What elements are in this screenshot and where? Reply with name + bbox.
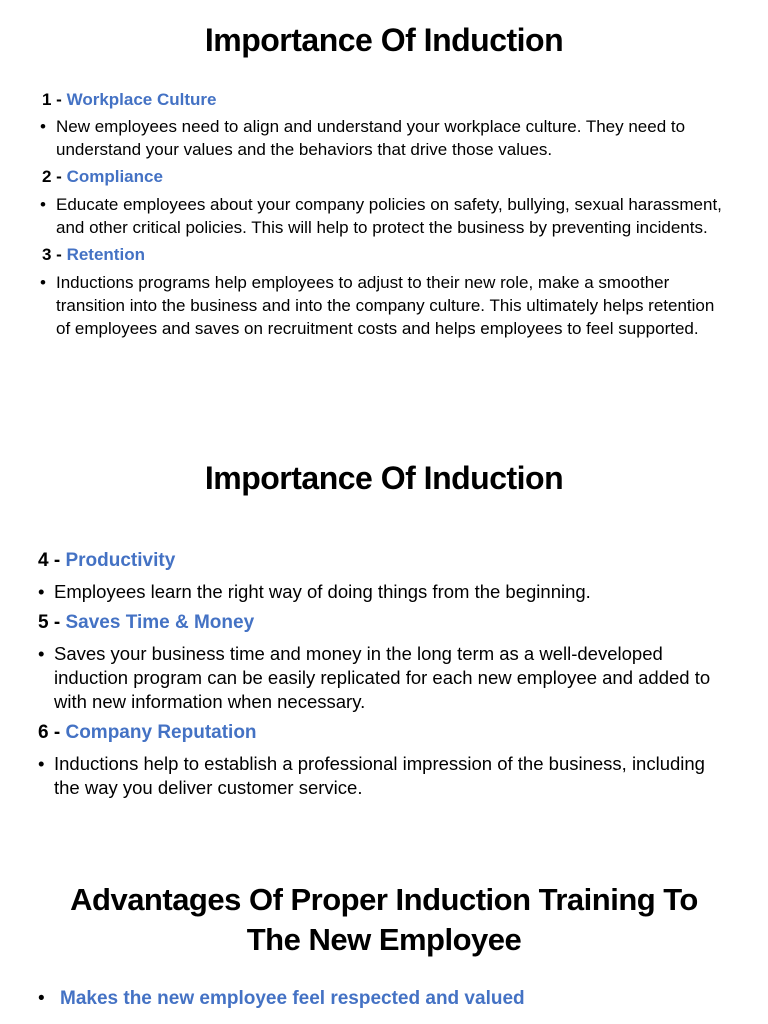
bullet-dot: • (38, 581, 45, 602)
bullet-text: Saves your business time and money in the long term as a well-developed induction program can be easily replicated for each new employee and added to with new information when necessary. (54, 643, 711, 712)
bullet-dot: • (40, 117, 46, 136)
bullet-dot: • (38, 643, 45, 664)
bullet-text: Inductions help to establish a professional impression of the business, including the way you deliver customer service. (54, 753, 705, 798)
slide-3-title-line-1: Advantages Of Proper Induction Training To (70, 882, 698, 917)
bullet-text: Educate employees about your company policies on safety, bullying, sexual harassment, and other critical policies. This will help to protect the business by preventing incidents. (56, 195, 722, 237)
item-number: 1 - (42, 90, 62, 109)
item-3-bullet (40, 271, 732, 340)
item-2-heading (42, 167, 732, 187)
slide-3-title (0, 880, 768, 960)
item-3-heading (42, 245, 732, 265)
bullet-text: Makes the new employee feel respected and valued (60, 988, 525, 1009)
slide-1-title: Importance Of Induction (204, 22, 564, 58)
item-label: Productivity (65, 550, 176, 571)
item-1-heading (42, 90, 732, 110)
item-label: Saves Time & Money (65, 612, 255, 633)
item-6-heading (38, 722, 728, 744)
item-4-bullet (38, 580, 728, 604)
item-label: Retention (66, 245, 145, 264)
slide-2-body (38, 550, 728, 800)
slide-3-bullet (38, 987, 738, 1010)
slide-3-title-line-2: The New Employee (246, 922, 522, 957)
item-number: 2 - (42, 167, 62, 186)
slide-1-body (42, 90, 732, 340)
bullet-dot: • (38, 988, 45, 1009)
item-number: 5 - (38, 612, 61, 633)
item-1-bullet (40, 115, 732, 161)
bullet-text: Inductions programs help employees to adjust to their new role, make a smoother transition into the business and into the company culture. This ultimately helps retention of employees and saves on recruitment costs and helps employees to feel supported. (56, 273, 715, 338)
slide-2-title: Importance Of Induction (204, 460, 564, 496)
bullet-dot: • (40, 273, 46, 292)
bullet-dot: • (40, 195, 46, 214)
item-4-heading (38, 550, 728, 572)
item-number: 3 - (42, 245, 62, 264)
bullet-dot: • (38, 753, 45, 774)
bullet-text: New employees need to align and understand your workplace culture. They need to understand your values and the behaviors that drive those values. (56, 117, 686, 159)
item-label: Workplace Culture (66, 90, 217, 109)
item-2-bullet (40, 193, 732, 239)
item-number: 4 - (38, 550, 61, 571)
item-label: Compliance (66, 167, 163, 186)
item-5-heading (38, 612, 728, 634)
item-6-bullet (38, 752, 728, 800)
item-label: Company Reputation (65, 722, 257, 743)
item-number: 6 - (38, 722, 61, 743)
bullet-text: Employees learn the right way of doing things from the beginning. (54, 581, 591, 602)
item-5-bullet (38, 642, 728, 714)
